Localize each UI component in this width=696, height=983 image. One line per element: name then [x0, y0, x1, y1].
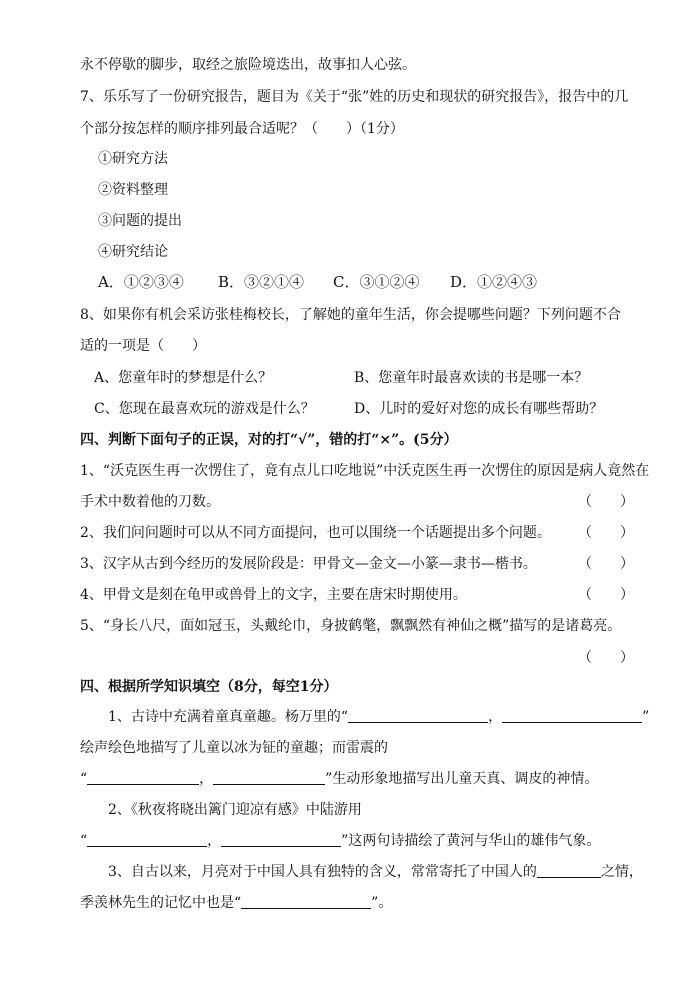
fill-1-line3	[80, 769, 598, 789]
fill-3-end: ”。	[371, 895, 393, 911]
blank-field[interactable]	[221, 832, 341, 847]
judge-statement-5: 5、“身长八尺，面如冠玉，头戴纶巾，身披鹤氅，飘飘然有神仙之概”描写的是诸葛亮。	[80, 618, 622, 634]
blank-field[interactable]	[87, 770, 199, 785]
judge-statement-3: 3、汉字从古到今经历的发展阶段是：甲骨文—金文—小篆—隶书—楷书。	[80, 556, 537, 572]
close-quote: ”	[642, 709, 650, 725]
q8-option-c: C、您现在最喜欢玩的游戏是什么？	[94, 401, 315, 417]
fill-2-end: ”这两句诗描绘了黄河与华山的雄伟气象。	[341, 833, 601, 849]
blank-field[interactable]	[213, 770, 325, 785]
answer-paren[interactable]: （ ）	[578, 650, 634, 666]
blank-field[interactable]	[241, 894, 371, 909]
answer-paren[interactable]: （ ）	[578, 525, 634, 541]
answer-paren[interactable]: （ ）	[578, 556, 634, 572]
fill-1-text: 1、古诗中充满着童真童趣。杨万里的“	[108, 709, 349, 725]
q7-option-d: D．①②④③	[450, 273, 538, 291]
blank-field[interactable]	[537, 863, 601, 878]
q7-line1: 7、乐乐写了一份研究报告，题目为《关于“张”姓的历史和现状的研究报告》，报告中的几	[80, 89, 629, 105]
q7-option-c: C．③①②④	[333, 273, 420, 291]
judge-statement-2: 2、我们问问题时可以从不同方面提问，也可以围绕一个话题提出多个问题。	[80, 525, 551, 541]
q7-item: ②资料整理	[98, 182, 168, 198]
fill-3-line2	[80, 893, 392, 913]
section-heading-fill: 四、根据所学知识填空（8分，每空1分）	[80, 679, 338, 695]
continuation-line: 永不停歇的脚步，取经之旅险境迭出，故事扣人心弦。	[80, 57, 416, 73]
comma: ，	[488, 709, 503, 725]
q7-item: ④研究结论	[98, 244, 168, 260]
judge-statement-4: 4、甲骨文是刻在龟甲或兽骨上的文字，主要在唐宋时期使用。	[80, 587, 467, 603]
q7-item: ③问题的提出	[98, 213, 182, 229]
q8-line1: 8、如果你有机会采访张桂梅校长，了解她的童年生活，你会提哪些问题？下列问题不合	[80, 307, 621, 323]
fill-1-line2: 绘声绘色地描写了儿童以冰为钲的童趣；而雷震的	[80, 740, 388, 756]
q8-option-d: D、儿时的爱好对您的成长有哪些帮助？	[354, 401, 604, 417]
q7-item: ①研究方法	[98, 151, 168, 167]
answer-paren[interactable]: （ ）	[578, 587, 634, 603]
blank-field[interactable]	[502, 708, 642, 723]
answer-paren[interactable]: （ ）	[578, 494, 634, 510]
open-quote: “	[80, 771, 88, 787]
fill-2-line1: 2、《秋夜将晓出篱门迎凉有感》中陆游用	[108, 802, 362, 818]
fill-2-line2	[80, 831, 600, 851]
comma: ，	[199, 771, 214, 787]
section-heading-judge: 四、判断下面句子的正误，对的打“√”，错的打“×”。(5分）	[80, 432, 458, 448]
fill-3-text-c: 季羡林先生的记忆中也是“	[80, 895, 242, 911]
q8-option-b: B、您童年时最喜欢读的书是哪一本？	[354, 370, 589, 386]
judge-statement-1: 1、“沃克医生再一次愣住了，竟有点儿口吃地说”中沃克医生再一次愣住的原因是病人竟然在	[80, 463, 650, 479]
q8-option-a: A、您童年时的梦想是什么？	[94, 370, 273, 386]
judge-statement-1-cont: 手术中数着他的刀数。	[80, 494, 220, 510]
fill-3-text-b: 之情，	[600, 864, 643, 880]
q8-line2: 适的一项是（ ）	[80, 338, 206, 354]
fill-3-line1	[108, 862, 643, 882]
fill-1-line1	[108, 707, 649, 727]
blank-field[interactable]	[348, 708, 488, 723]
fill-1-end: ”生动形象地描写出儿童天真、调皮的神情。	[325, 771, 599, 787]
q7-line2: 个部分按怎样的顺序排列最合适呢？（ ）（1分）	[80, 121, 404, 137]
fill-3-text: 3、自古以来，月亮对于中国人具有独特的含义，常常寄托了中国人的	[108, 864, 537, 880]
comma: ，	[207, 833, 222, 849]
blank-field[interactable]	[87, 832, 207, 847]
q7-option-b: B．③②①④	[218, 273, 305, 291]
q7-option-a: A．①②③④	[98, 273, 184, 291]
open-quote: “	[80, 833, 88, 849]
